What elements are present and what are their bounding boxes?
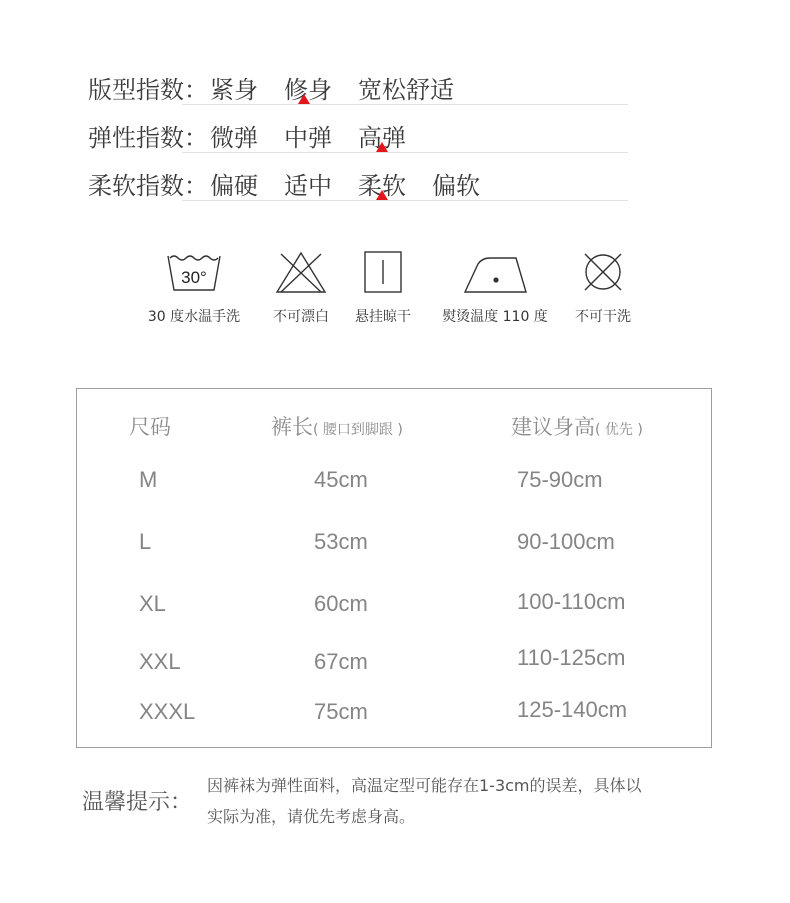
wash-30-icon: [162, 250, 226, 294]
softness-option-very-soft: 偏软: [432, 172, 480, 200]
care-label-iron: 熨烫温度 110 度: [442, 309, 548, 325]
fit-option-tight: 紧身: [210, 76, 258, 104]
fit-option-loose: 宽松舒适: [358, 76, 454, 104]
fit-selected-marker: [298, 94, 310, 104]
header-size: 尺码: [129, 415, 171, 439]
row-xxl-size: XXL: [139, 649, 181, 674]
header-length-note: ( 腰口到脚跟 ): [313, 422, 403, 438]
elasticity-option-slight: 微弹: [210, 124, 258, 152]
header-height-text: 建议身高: [511, 415, 595, 439]
iron-icon: [460, 250, 530, 294]
elasticity-option-high: 高弹: [358, 124, 406, 152]
softness-index-label: 柔软指数：: [88, 172, 208, 200]
row-l-height: 90-100cm: [517, 529, 615, 554]
fit-option-slim: 修身: [284, 76, 332, 104]
row-m-size: M: [139, 467, 158, 492]
row-xl-length: 60cm: [314, 591, 368, 616]
care-label-no-bleach: 不可漂白: [273, 309, 329, 325]
row-xl-height: 100-110cm: [517, 589, 626, 614]
care-item-no-dry-clean: [543, 250, 663, 326]
header-length: [271, 411, 403, 441]
care-item-hang-dry: [323, 250, 443, 326]
care-label-hang-dry: 悬挂晾干: [355, 309, 411, 325]
row-m-height: 75-90cm: [517, 467, 603, 492]
fit-index-line: [182, 104, 628, 105]
header-height: [511, 411, 643, 441]
tip-text-line-1: 因裤袜为弹性面料，高温定型可能存在1-3cm的误差，具体以: [207, 776, 642, 795]
tip-text: [207, 770, 727, 832]
row-xxl-height: 110-125cm: [517, 645, 626, 670]
care-label-no-dry-clean: 不可干洗: [575, 309, 631, 325]
elasticity-index-label: 弹性指数：: [88, 124, 208, 152]
wash-temp-text: 30°: [181, 268, 207, 287]
row-xxxl-height: 125-140cm: [517, 697, 628, 722]
softness-option-moderate: 适中: [284, 172, 332, 200]
tip-text-line-2: 实际为准，请优先考虑身高。: [207, 807, 416, 826]
softness-index-line: [182, 200, 628, 201]
no-dry-clean-icon: [571, 250, 635, 294]
elasticity-option-medium: 中弹: [284, 124, 332, 152]
elasticity-selected-marker: [376, 142, 388, 152]
care-item-iron: [435, 250, 555, 326]
softness-option-soft: 柔软: [358, 172, 406, 200]
row-m-length: 45cm: [314, 467, 368, 492]
softness-option-hard: 偏硬: [210, 172, 258, 200]
row-l-length: 53cm: [314, 529, 368, 554]
header-height-note: ( 优先 ): [595, 422, 643, 438]
row-xl-size: XL: [139, 591, 166, 616]
row-xxxl-size: XXXL: [139, 699, 196, 724]
care-label-handwash: 30 度水温手洗: [147, 309, 241, 325]
row-xxxl-length: 75cm: [314, 699, 368, 724]
elasticity-index-line: [182, 152, 628, 153]
size-table: [76, 388, 712, 748]
row-xxl-length: 67cm: [314, 649, 368, 674]
hang-dry-icon: [351, 250, 415, 294]
row-l-size: L: [139, 529, 152, 554]
header-length-text: 裤长: [271, 415, 313, 439]
tip-label: 温馨提示：: [82, 790, 193, 815]
softness-selected-marker: [376, 190, 388, 200]
care-item-handwash: [134, 250, 254, 326]
fit-index-label: 版型指数：: [88, 76, 208, 104]
